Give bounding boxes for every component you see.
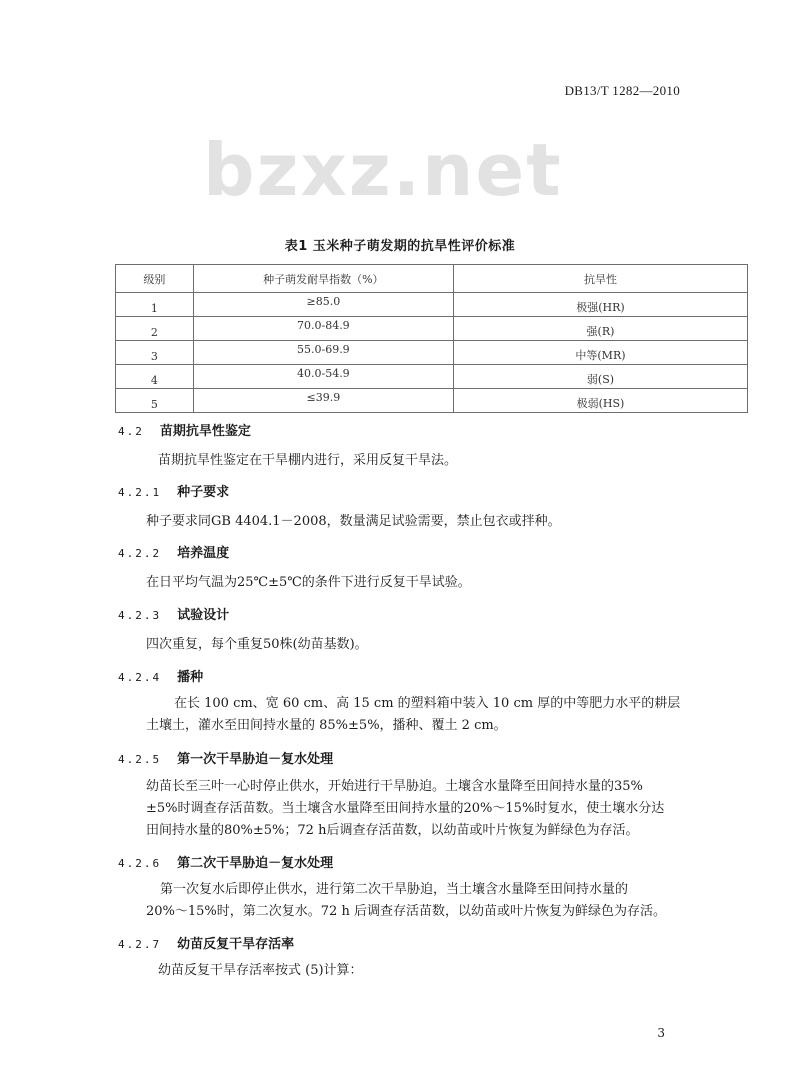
section-number: 4.2.1 [118,486,162,499]
section-heading [118,604,229,623]
table-cell: 5 [116,389,194,413]
section-number: 4.2.4 [118,671,162,684]
section-title: 苗期抗旱性鉴定 [159,424,251,439]
paragraph-line: 幼苗长至三叶一心时停止供水，开始进行干旱胁迫。土壤含水量降至田间持水量的35% [146,779,643,794]
table-cell: 1 [116,293,194,317]
section-heading [118,542,229,561]
table-row [116,317,748,341]
section-heading [118,666,203,685]
section-heading [118,852,333,871]
table-cell: 弱(S) [453,365,747,389]
standard-code: DB13/T 1282—2010 [564,83,680,98]
section-heading [118,420,251,439]
table-cell: 极强(HR) [453,293,747,317]
section-number: 4.2.3 [118,609,162,622]
table-caption: 表1 玉米种子萌发期的抗旱性评价标准 [284,239,516,254]
page-number: 3 [657,1026,665,1040]
table-row [116,293,748,317]
table-cell: 4 [116,365,194,389]
table-cell: 40.0-54.9 [193,365,453,389]
paragraph-line: 田间持水量的80%±5%；72 h后调查存活苗数，以幼苗或叶片恢复为鲜绿色为存活。 [146,823,639,838]
table-row [116,341,748,365]
table-cell: ≤39.9 [193,389,453,413]
watermark: bzxz.net [203,128,563,212]
section-heading [118,933,294,952]
section-title: 第二次干旱胁迫－复水处理 [177,856,334,871]
section-title: 种子要求 [177,485,230,500]
section-number: 4.2.5 [118,753,162,766]
table-cell: 中等(MR) [453,341,747,365]
section-title: 第一次干旱胁迫－复水处理 [177,752,334,767]
column-header: 种子萌发耐旱指数（%） [193,265,453,293]
paragraph-line: 第一次复水后即停止供水，进行第二次干旱胁迫，当土壤含水量降至田间持水量的 [160,882,629,897]
section-number: 4.2.7 [118,938,162,951]
paragraph: 在日平均气温为25℃±5℃的条件下进行反复干旱试验。 [146,575,471,590]
table-cell: 70.0-84.9 [193,317,453,341]
table-cell: 55.0-69.9 [193,341,453,365]
paragraph-line: 在长 100 cm、宽 60 cm、高 15 cm 的塑料箱中装入 10 cm 厚的中等肥力水平的耕层 [174,696,681,711]
section-number: 4.2.2 [118,547,162,560]
section-heading [118,481,229,500]
section-title: 播种 [177,670,204,685]
table-row [116,389,748,413]
section-number: 4.2.6 [118,857,162,870]
section-heading [118,748,333,767]
paragraph: 苗期抗旱性鉴定在干旱棚内进行，采用反复干旱法。 [158,453,458,468]
section-title: 幼苗反复干旱存活率 [177,937,295,952]
section-title: 培养温度 [177,546,230,561]
table-cell: 2 [116,317,194,341]
paragraph-line: 土壤土，灌水至田间持水量的 85%±5%，播种、覆土 2 cm。 [146,718,507,733]
table-cell: ≥85.0 [193,293,453,317]
section-title: 试验设计 [177,608,230,623]
table-row [116,365,748,389]
evaluation-table [115,264,748,413]
paragraph: 幼苗反复干旱存活率按式 (5)计算： [158,963,363,978]
paragraph-line: 20%～15%时，第二次复水。72 h 后调查存活苗数，以幼苗或叶片恢复为鲜绿色为存活。 [146,904,666,919]
table-cell: 强(R) [453,317,747,341]
paragraph-line: ±5%时调查存活苗数。当土壤含水量降至田间持水量的20%～15%时复水，使土壤水分达 [146,801,665,816]
section-number: 4.2 [118,425,144,438]
paragraph: 四次重复，每个重复50株(幼苗基数)。 [146,637,368,652]
column-header: 级别 [116,265,194,293]
table-header-row [116,265,748,293]
table-cell: 3 [116,341,194,365]
column-header: 抗旱性 [453,265,747,293]
paragraph: 种子要求同GB 4404.1－2008，数量满足试验需要，禁止包衣或拌种。 [146,514,561,529]
table-cell: 极弱(HS) [453,389,747,413]
